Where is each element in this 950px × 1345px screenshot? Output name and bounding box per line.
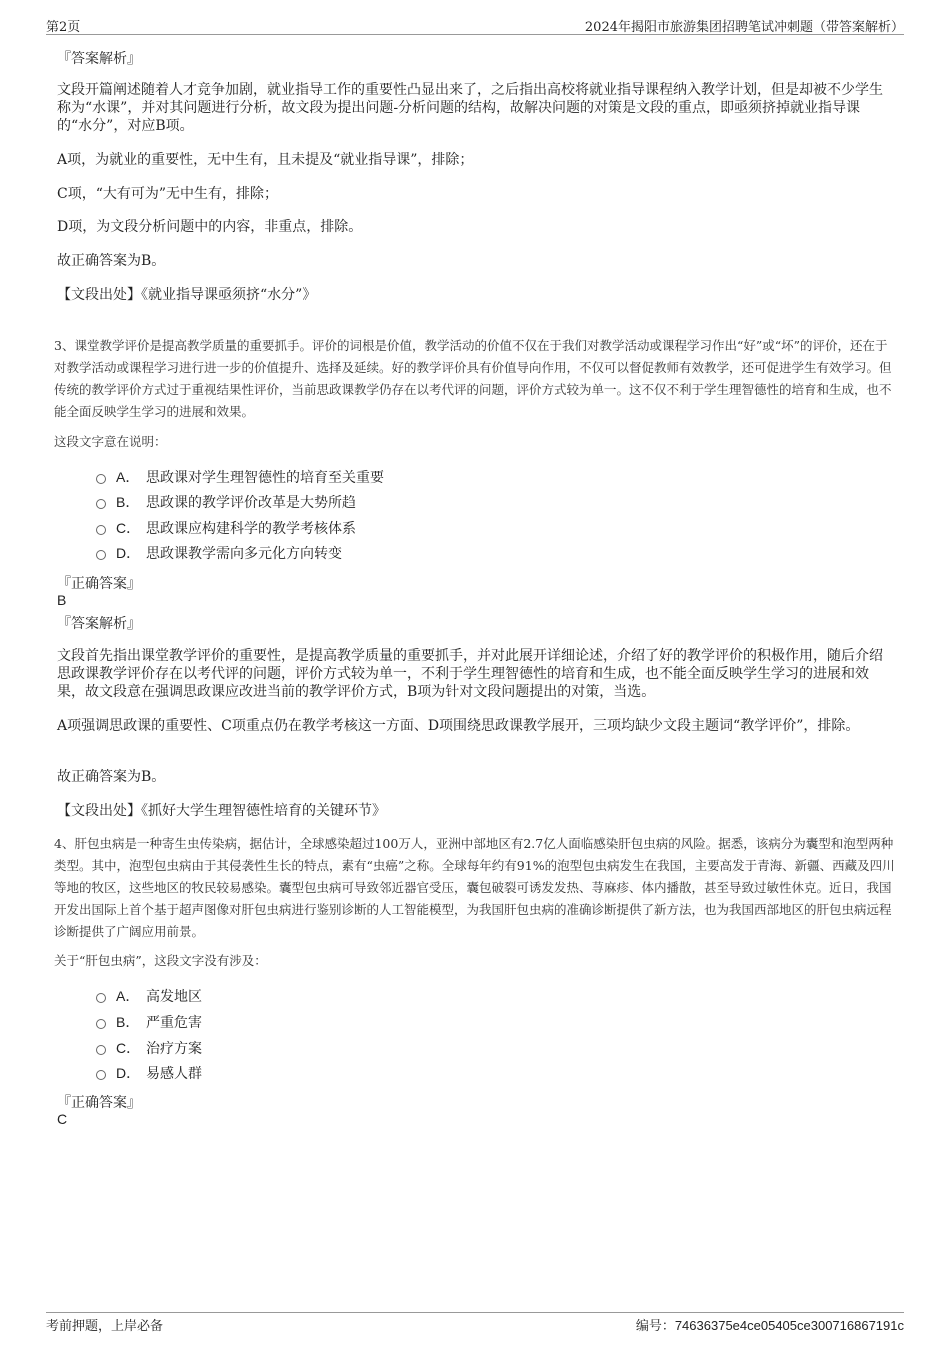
option-key: D． [116,1065,141,1081]
analysis-option-c: C项，“大有可为”无中生有，排除； [57,186,279,202]
analysis-label: 『答案解析』 [57,51,141,67]
radio-icon[interactable] [96,1019,106,1029]
document-code [636,1315,904,1334]
radio-icon[interactable] [96,1070,106,1080]
q4-option-b[interactable] [96,1012,202,1032]
radio-icon[interactable] [96,550,106,560]
question-4-text: 4、肝包虫病是一种寄生虫传染病，据估计，全球感染超过100万人，亚洲中部地区有2.7亿人面临感染肝包虫病的风险。据悉，该病分为囊型和泡型两种类型。其中，泡型包虫病由于其侵袭性生长的特点，素有“虫癌”之称。全球每年约有91%的泡型包虫病发生在我国，主要高发于青海、新疆、西藏及四川等地的牧区，这些地区的牧民较易感染。囊型包虫病可导致邻近器官受压，囊包破裂可诱发发热、荨麻疹、体内播散，甚至导致过敏性休克。近日，我国开发出国际上首个基于超声图像对肝包虫病进行鉴别诊断的人工智能模型，为我国肝包虫病的准确诊断提供了新方法，也为我国西部地区的肝包虫病远程诊断提供了广阔应用前景。 [54,836,895,939]
option-text: 思政课应构建科学的教学考核体系 [146,521,356,537]
analysis-label: 『答案解析』 [57,616,141,632]
option-key: C． [116,520,141,536]
option-text: 思政课教学需向多元化方向转变 [146,546,342,562]
analysis-conclusion: 故正确答案为B。 [57,253,166,269]
radio-icon[interactable] [96,993,106,1003]
option-text: 严重危害 [146,1015,202,1031]
option-key: B． [116,494,140,510]
analysis-paragraph-2: A项强调思政课的重要性、C项重点仍在教学考核这一方面、D项围绕思政课教学展开，三项均缺少文段主题词“教学评价”，排除。 [57,718,860,734]
option-text: 高发地区 [146,989,202,1005]
question-4-prompt: 关于“肝包虫病”，这段文字没有涉及： [54,953,267,968]
option-text: 思政课的教学评价改革是大势所趋 [146,495,356,511]
q4-option-d[interactable] [96,1063,202,1083]
q3-option-d[interactable] [96,543,342,563]
document-title: 2024年揭阳市旅游集团招聘笔试冲刺题（带答案解析） [584,20,904,35]
question-3-prompt: 这段文字意在说明： [54,434,167,449]
correct-answer-label: 『正确答案』 [57,576,141,592]
option-key: B． [116,1014,140,1030]
q3-option-b[interactable] [96,492,356,512]
option-text: 思政课对学生理智德性的培育至关重要 [146,470,384,486]
page-number: 第2页 [46,20,81,35]
radio-icon[interactable] [96,1045,106,1055]
radio-icon[interactable] [96,474,106,484]
analysis-conclusion: 故正确答案为B。 [57,769,166,785]
source-citation: 【文段出处】《就业指导课亟须挤“水分”》 [57,287,317,303]
code-label: 编号： [635,1319,675,1334]
option-key: D． [116,545,141,561]
correct-answer: B [57,592,67,608]
code-value: 74636375e4ce05405ce300716867191c [674,1318,904,1333]
correct-answer-label: 『正确答案』 [57,1095,141,1111]
q4-option-a[interactable] [96,986,202,1006]
option-key: A． [116,988,140,1004]
radio-icon[interactable] [96,499,106,509]
question-3-text: 3、课堂教学评价是提高教学质量的重要抓手。评价的词根是价值，教学活动的价值不仅在于我们对教学活动或课程学习作出“好”或“坏”的评价，还在于对教学活动或课程学习进行进一步的价值提升、选择及延续。好的教学评价具有价值导向作用，不仅可以督促教师有效教学，还可促进学生有效学习。但传统的教学评价方式过于重视结果性评价，当前思政课教学仍存在以考代评的问题，评价方式较为单一。这不仅不利于学生理智德性的培育和生成，也不能全面反映学生学习的进展和效果。 [54,338,892,419]
analysis-paragraph: 文段首先指出课堂教学评价的重要性，是提高教学质量的重要抓手，并对此展开详细论述，介绍了好的教学评价的积极作用，随后介绍思政课教学评价存在以考代评的问题，评价方式较为单一，不利于学生理智德性的培育和生成，也不能全面反映学生学习的进展和效果，故文段意在强调思政课应改进当前的教学评价方式，B项为针对文段问题提出的对策，当选。 [57,648,883,700]
source-citation: 【文段出处】《抓好大学生理智德性培育的关键环节》 [57,803,386,819]
correct-answer: C [57,1111,68,1127]
page-header [46,14,904,35]
option-text: 易感人群 [146,1066,202,1082]
analysis-option-a: A项，为就业的重要性，无中生有，且未提及“就业指导课”，排除； [57,152,474,168]
page-footer [46,1312,904,1333]
footer-slogan: 考前押题，上岸必备 [46,1319,164,1334]
option-key: C． [116,1040,141,1056]
q3-option-a[interactable] [96,467,384,487]
radio-icon[interactable] [96,525,106,535]
option-key: A． [116,469,140,485]
option-text: 治疗方案 [146,1041,202,1057]
analysis-paragraph: 文段开篇阐述随着人才竞争加剧，就业指导工作的重要性凸显出来了，之后指出高校将就业指导课程纳入教学计划，但是却被不少学生称为“水课”，并对其问题进行分析，故文段为提出问题-分析问题的结构，故解决问题的对策是文段的重点，即亟须挤掉就业指导课的“水分”，对应B项。 [57,82,883,134]
q3-option-c[interactable] [96,518,356,538]
q4-option-c[interactable] [96,1038,202,1058]
analysis-option-d: D项，为文段分析问题中的内容，非重点，排除。 [57,219,363,235]
